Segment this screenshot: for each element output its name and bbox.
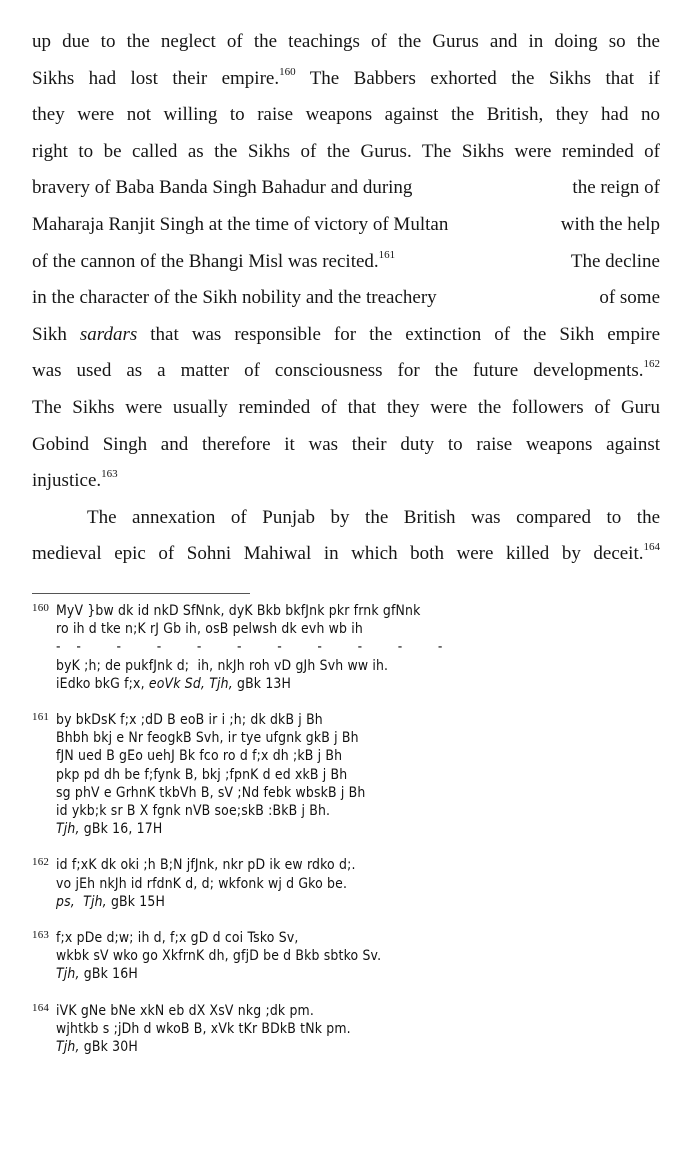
footnote-line: MyV }bw dk id nkD SfNnk, dyK Bkb bkfJnk pkr frnk gfNnk xyxy=(56,603,421,619)
footnote-number: 163 xyxy=(32,929,50,942)
footnote-line: ro ih d tke n;K rJ Gb ih, osB pelwsh dk evh wb ih xyxy=(56,621,363,638)
footnote-163 xyxy=(32,929,672,984)
footnote-source: ps, Tjh, gBk 15H xyxy=(56,893,166,910)
footnote-source: Tjh, gBk 30H xyxy=(56,1039,138,1056)
footnote-ref-160[interactable]: 160 xyxy=(279,65,296,78)
footnote-line: pkp pd dh be f;fynk B, bkj ;fpnK d ed xkB j Bh xyxy=(56,766,348,783)
body-line-12: Gobind Singh and therefore it was their duty to raise weapons against xyxy=(32,433,660,455)
footnote-line: - - - - - - - - - - - xyxy=(56,639,443,656)
footnote-line: id ykb;k sr B X fgnk nVB soe;skB :BkB j Bh. xyxy=(56,803,331,820)
footnote-line: Bhbh bkj e Nr feogkB Svh, ir tye ufgnk gkB j Bh xyxy=(56,730,359,747)
footnote-source: Tjh, gBk 16H xyxy=(56,966,138,983)
italic-term: sardars xyxy=(79,323,138,345)
footnote-ref-161[interactable]: 161 xyxy=(378,248,396,261)
body-line-4: right to be called as the Sikhs of the Gurus. The Sikhs were reminded of xyxy=(32,140,660,162)
footnote-161 xyxy=(32,711,672,838)
footnote-line: by bkDsK f;x ;dD B eoB ir i ;h; dk dkB j Bh xyxy=(56,712,323,729)
footnote-164 xyxy=(32,1002,672,1057)
body-line-7: of the cannon of the Bhangi Misl was recited.$^{161}$ The decline xyxy=(32,248,660,272)
body-line-3: they were not willing to raise weapons against the British, they had no xyxy=(32,104,660,126)
body-text xyxy=(32,24,660,573)
footnote-ref-164[interactable]: 164 xyxy=(643,541,660,554)
body-line-11: The Sikhs were usually reminded of that they were the followers of Guru xyxy=(32,396,660,418)
footnote-source: Tjh, gBk 16, 17H xyxy=(56,821,163,838)
body-line-10: was used as a matter of consciousness for the future developments.$^{162}$ xyxy=(32,358,660,382)
body-line-9: Sikh sardars that was responsible for the extinction of the Sikh empire xyxy=(32,323,660,345)
footnote-number: 161 xyxy=(32,711,50,724)
body-line-6: Maharaja Ranjit Singh at the time of victory of Multan with the help xyxy=(32,213,660,235)
body-line-5: bravery of Baba Banda Singh Bahadur and during the reign of xyxy=(32,177,660,199)
footnote-line: iVK gNe bNe xkN eb dX XsV nkg ;dk pm. xyxy=(56,1002,314,1019)
body-line-1: up due to the neglect of the teachings of the Gurus and in doing so the xyxy=(32,31,660,52)
body-line-8: in the character of the Sikh nobility and the treachery of some xyxy=(32,287,660,309)
body-line-2: Sikhs had lost their empire.$^{160}$ The Babbers exhorted the Sikhs that if xyxy=(32,65,660,89)
footnote-line: wjhtkb s ;jDh d wkoB B, xVk tKr BDkB tNk pm. xyxy=(56,1020,351,1037)
footnote-separator xyxy=(32,593,250,594)
footnote-line: sg phV e GrhnK tkbVh B, sV ;Nd febk wbskB j Bh xyxy=(56,784,366,801)
footnote-160 xyxy=(32,602,672,693)
footnote-number: 162 xyxy=(32,856,50,869)
footnotes xyxy=(32,602,672,1074)
footnote-line: f;x pDe d;w; ih d, f;x gD d coi Tsko Sv, xyxy=(56,930,299,947)
footnote-line: id f;xK dk oki ;h B;N jfJnk, nkr pD ik ew rdko d;. xyxy=(56,857,356,874)
footnote-source: iEdko bkG f;x, eoVk Sd, Tjh, gBk 13H xyxy=(56,675,292,692)
footnote-line: byK ;h; de pukfJnk d; ih, nkJh roh vD gJh Svh ww ih. xyxy=(56,657,389,674)
footnote-line: vo jEh nkJh id rfdnK d, d; wkfonk wj d Gko be. xyxy=(56,875,348,892)
body-line-13: injustice.$^{163}$ xyxy=(32,468,118,492)
footnote-number: 160 xyxy=(32,602,50,614)
footnote-162 xyxy=(32,856,672,911)
footnote-number: 164 xyxy=(32,1001,50,1014)
footnote-line: wkbk sV wko go XkfrnK dh, gfjD be d Bkb sbtko Sv. xyxy=(56,948,382,965)
footnote-line: fJN ued B gEo uehJ Bk fco ro d f;x dh ;kB j Bh xyxy=(56,748,343,765)
footnote-ref-163[interactable]: 163 xyxy=(101,468,118,481)
body-line-15: medieval epic of Sohni Mahiwal in which both were killed by deceit.$^{164}$ xyxy=(32,541,660,565)
footnote-ref-162[interactable]: 162 xyxy=(643,358,660,371)
body-line-14: The annexation of Punjab by the British was compared to the xyxy=(87,506,660,528)
